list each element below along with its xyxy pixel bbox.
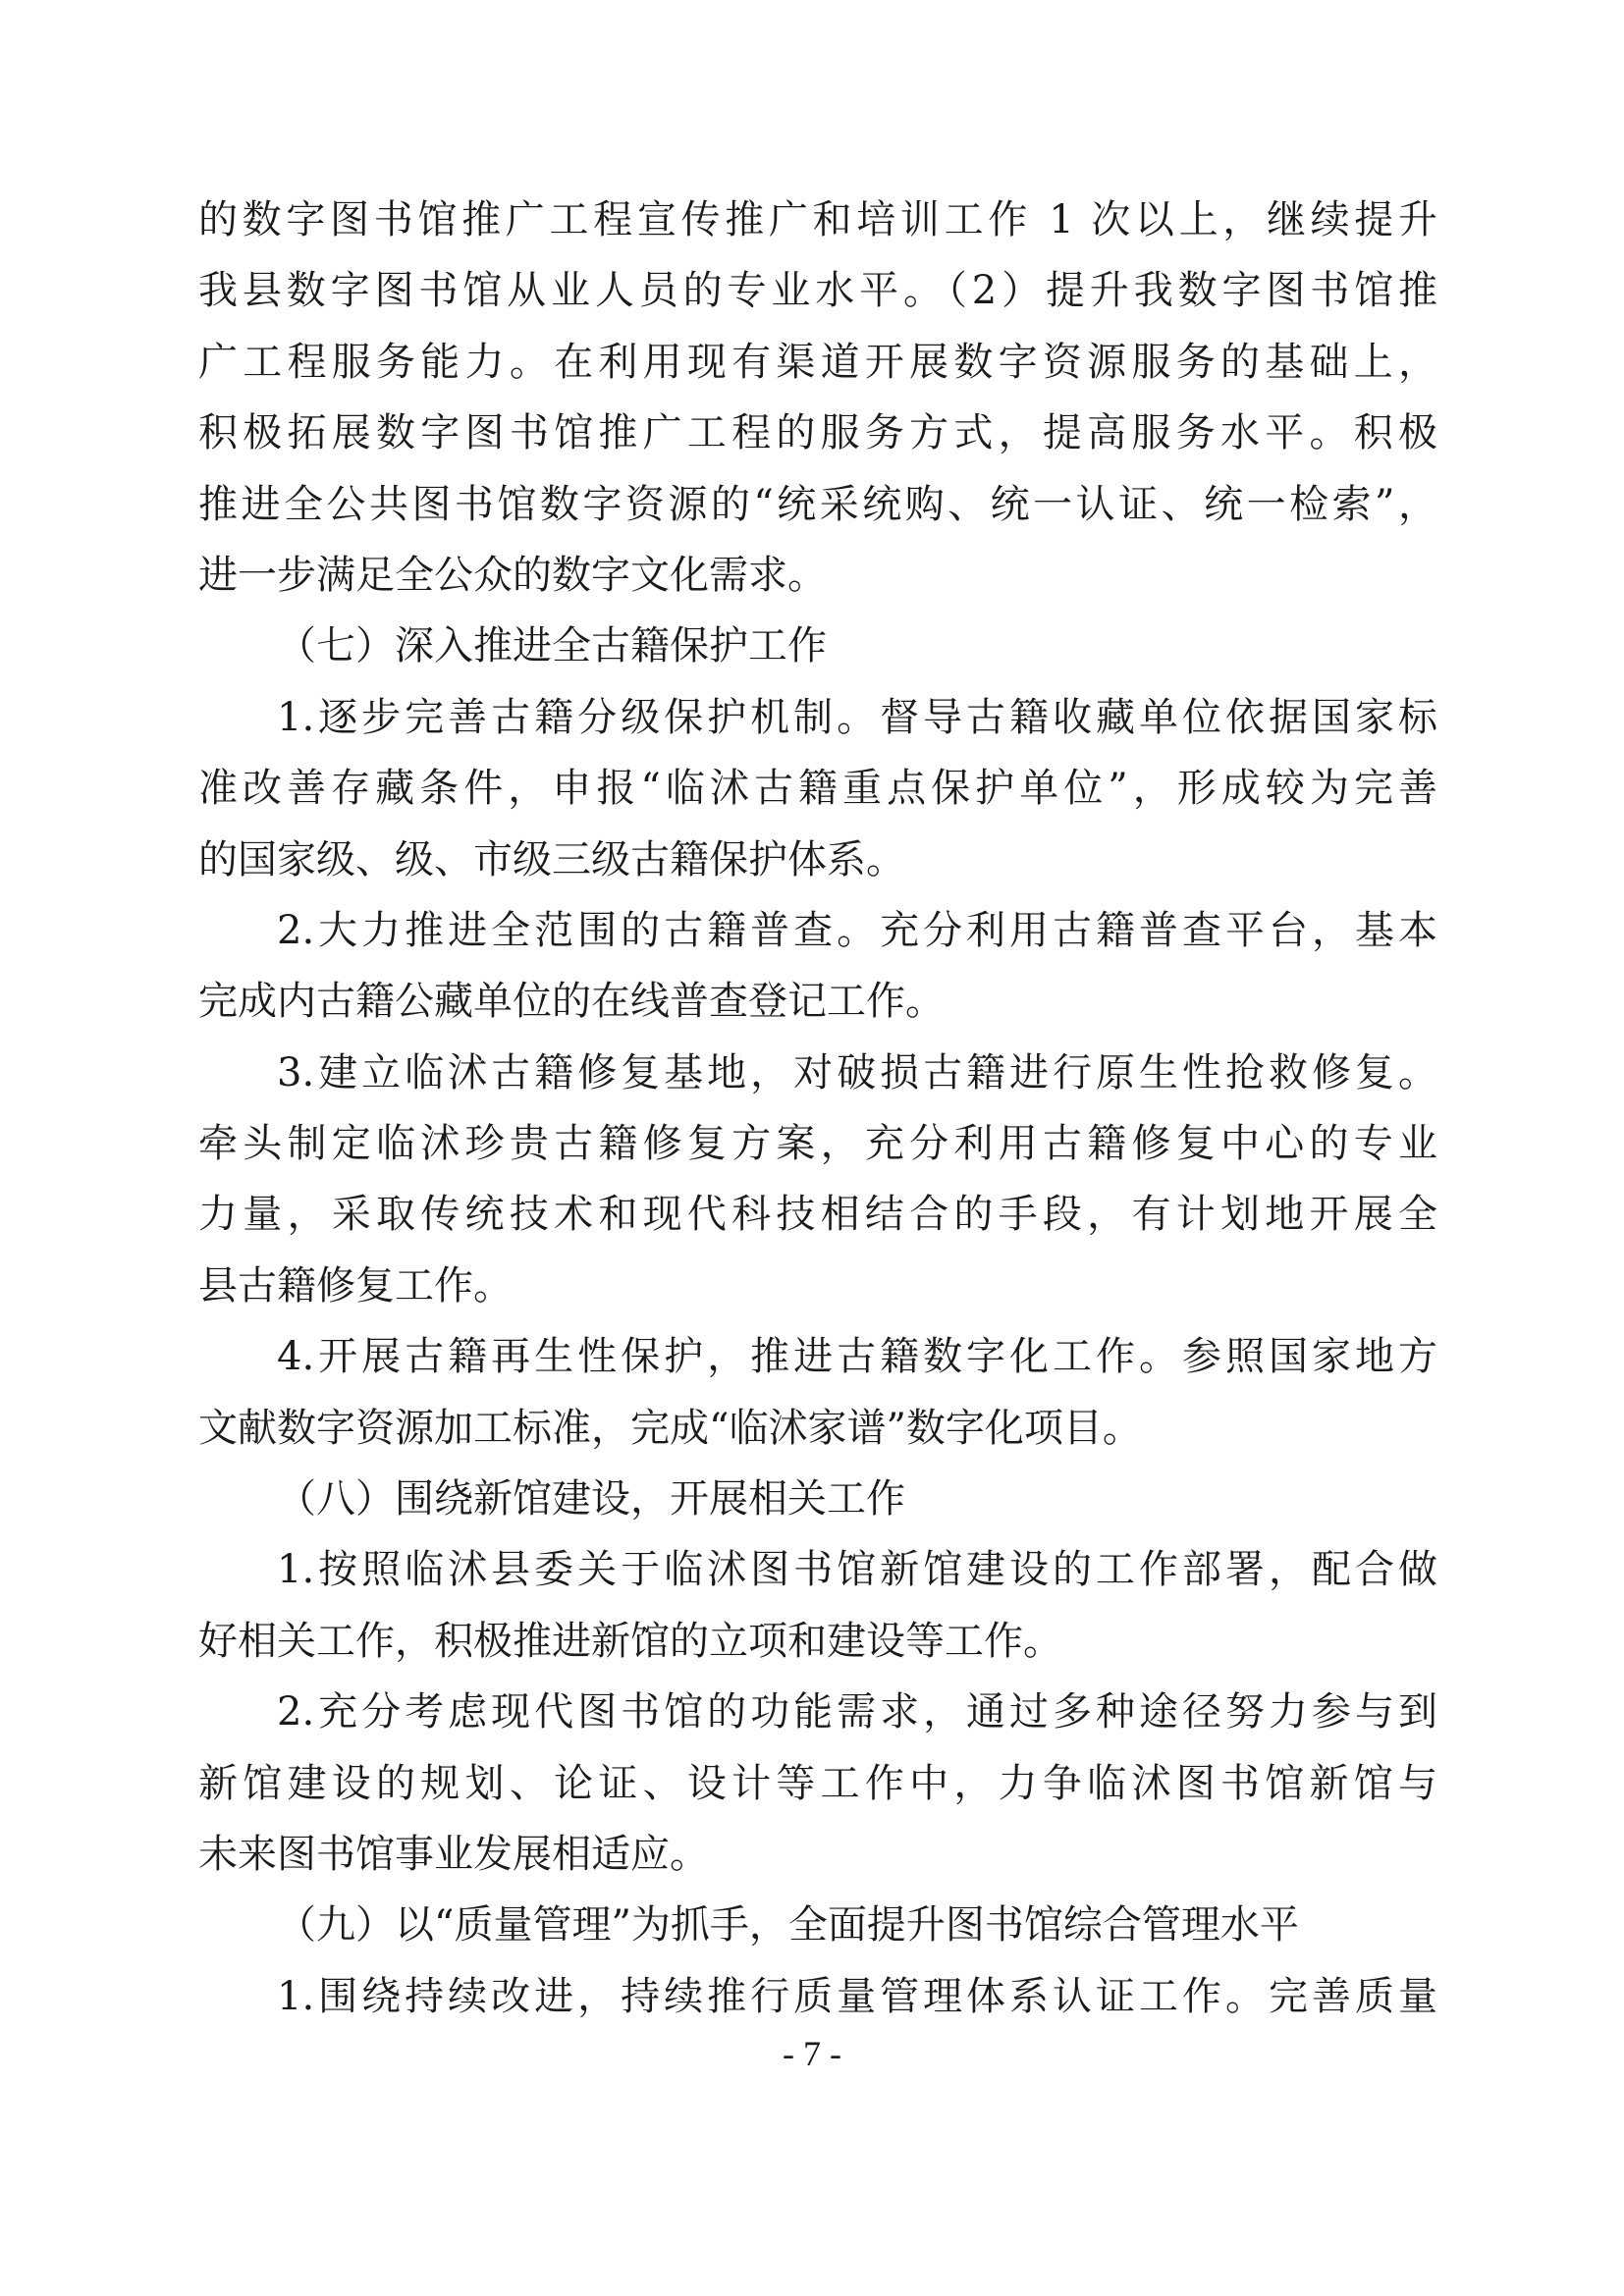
paragraph-end-line: 未来图书馆事业发展相适应。 [198,1831,709,1877]
document-body [198,185,1437,2032]
body-line: 牵头制定临沭珍贵古籍修复方案，充分利用古籍修复中心的专业 [198,1121,1437,1167]
paragraph-end-line: 文献数字资源加工标准，完成“临沭家谱”数字化项目。 [198,1405,1142,1451]
paragraph-start-line: 2.大力推进全范围的古籍普查。充分利用古籍普查平台，基本 [277,907,1437,953]
body-line: 广工程服务能力。在利用现有渠道开展数字资源服务的基础上， [198,339,1437,385]
body-line: 我县数字图书馆从业人员的专业水平。（2）提升我数字图书馆推 [198,268,1437,314]
paragraph-start-line: 1.按照临沭县委关于临沭图书馆新馆建设的工作部署，配合做 [277,1547,1437,1593]
paragraph-end-line: 好相关工作，积极推进新馆的立项和建设等工作。 [198,1618,1062,1664]
body-line: 推进全公共图书馆数字资源的“统采统购、统一认证、统一检索”， [198,481,1437,527]
paragraph-end-line: 完成内古籍公藏单位的在线普查登记工作。 [198,979,945,1025]
body-line: 积极拓展数字图书馆推广工程的服务方式，提高服务水平。积极 [198,410,1437,456]
paragraph-start-line: 4.开展古籍再生性保护，推进古籍数字化工作。参照国家地方 [277,1334,1437,1380]
paragraph-end-line: 的国家级、级、市级三级古籍保护体系。 [198,836,905,882]
paragraph-end-line: 县古籍修复工作。 [198,1262,513,1308]
body-line: 的数字图书馆推广工程宣传推广和培训工作 1 次以上，继续提升 [198,197,1437,242]
paragraph-end-line: 进一步满足全公众的数字文化需求。 [198,552,827,598]
section-heading: （九）以“质量管理”为抓手，全面提升图书馆综合管理水平 [277,1902,1299,1949]
section-heading: （七）深入推进全古籍保护工作 [277,623,827,669]
page-number: - 7 - [783,2034,841,2073]
body-line: 准改善存藏条件，申报“临沭古籍重点保护单位”，形成较为完善 [198,766,1437,812]
body-line: 新馆建设的规划、论证、设计等工作中，力争临沭图书馆新馆与 [198,1760,1437,1806]
section-heading: （八）围绕新馆建设，开展相关工作 [277,1476,905,1522]
paragraph-start-line: 1.围绕持续改进，持续推行质量管理体系认证工作。完善质量 [277,1973,1437,2019]
paragraph-start-line: 3.建立临沭古籍修复基地，对破损古籍进行原生性抢救修复。 [277,1049,1437,1095]
paragraph-start-line: 1.逐步完善古籍分级保护机制。督导古籍收藏单位依据国家标 [277,694,1437,740]
paragraph-start-line: 2.充分考虑现代图书馆的功能需求，通过多种途径努力参与到 [277,1689,1437,1735]
body-line: 力量，采取传统技术和现代科技相结合的手段，有计划地开展全 [198,1192,1437,1238]
